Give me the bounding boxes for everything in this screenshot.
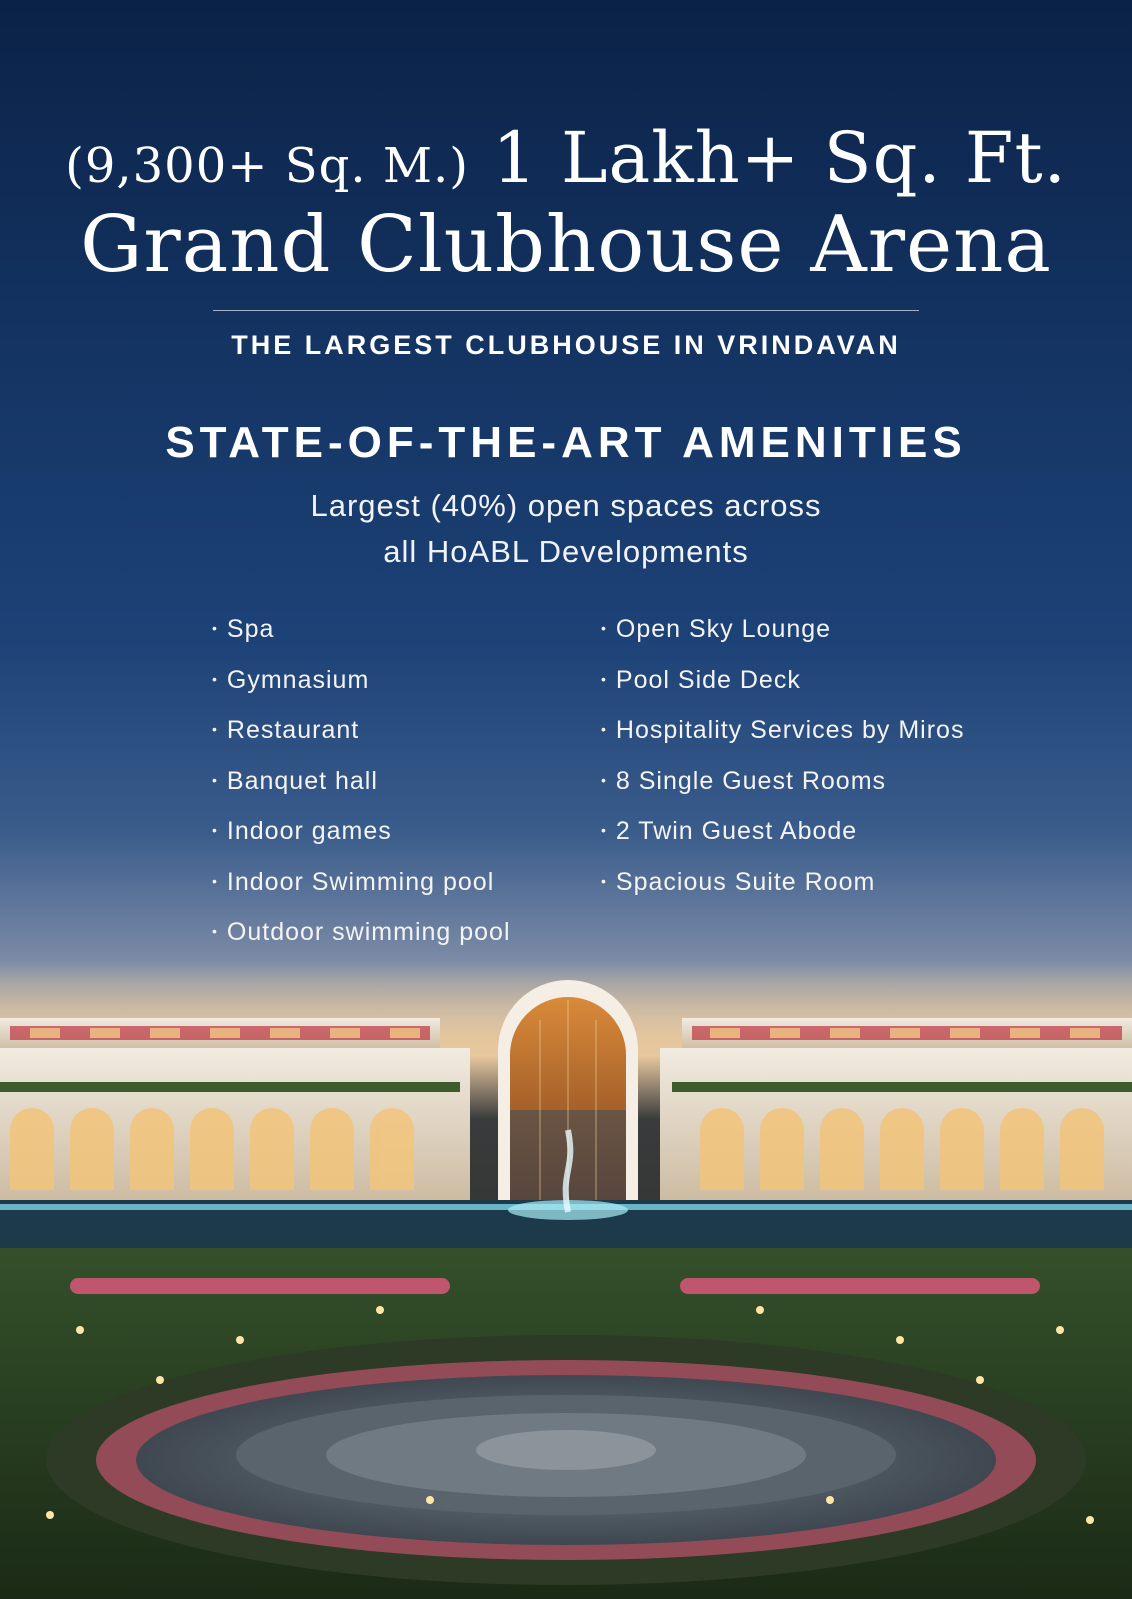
headline-area-metric: (9,300+ Sq. M.) — [65, 138, 469, 194]
divider — [213, 310, 919, 311]
amenities-list-left — [212, 606, 511, 960]
list-item: • Indoor games — [212, 808, 511, 859]
amenities-title: STATE-OF-THE-ART AMENITIES — [165, 418, 967, 467]
amenities-list-right — [601, 606, 964, 909]
list-item: • 8 Single Guest Rooms — [601, 758, 964, 809]
list-item: • Spacious Suite Room — [601, 859, 964, 910]
list-item: • Outdoor swimming pool — [212, 909, 511, 960]
list-item: • 2 Twin Guest Abode — [601, 808, 964, 859]
list-item: • Restaurant — [212, 707, 511, 758]
list-item: • Gymnasium — [212, 657, 511, 708]
headline-area-imperial: 1 Lakh+ Sq. Ft. — [492, 117, 1067, 199]
list-item: • Spa — [212, 606, 511, 657]
amenities-subtitle-line2: all HoABL Developments — [383, 534, 749, 569]
list-item: • Open Sky Lounge — [601, 606, 964, 657]
headline-title: Grand Clubhouse Arena — [80, 200, 1052, 290]
headline-area — [0, 118, 1132, 206]
list-item: • Pool Side Deck — [601, 657, 964, 708]
clubhouse-illustration — [0, 960, 1132, 1599]
amenities-subtitle-line1: Largest (40%) open spaces across — [310, 488, 822, 523]
tagline: THE LARGEST CLUBHOUSE IN VRINDAVAN — [231, 330, 901, 360]
list-item: • Hospitality Services by Miros — [601, 707, 964, 758]
list-item: • Banquet hall — [212, 758, 511, 809]
list-item: • Indoor Swimming pool — [212, 859, 511, 910]
